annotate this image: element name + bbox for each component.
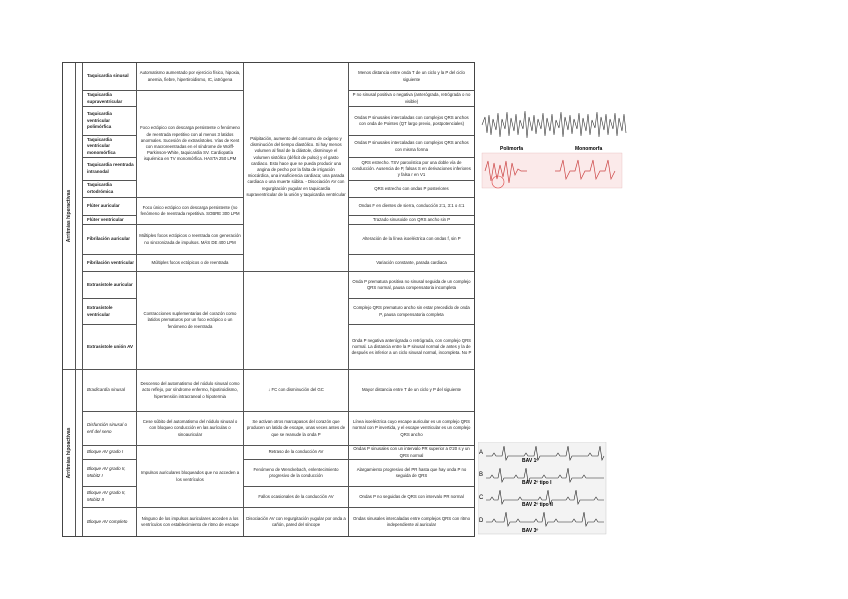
row-ecg: Ondas P sinusales intercaladas con complejos QRS anchos con onda de Pointes (QT largo previo, postpotenciales): [349, 107, 474, 136]
av-label: BAV 3º: [522, 528, 539, 534]
label-monomorfa: Monomorfa: [575, 146, 603, 152]
row-name: Bloque AV grado I: [83, 446, 137, 460]
row-ecg: P no sinusal positiva o negativa (anterógrada, retrógrada o no visible): [349, 91, 474, 107]
row-name: Fibrilación auricular: [83, 225, 137, 255]
row-ecg: QRS estrecho. TSV paroxística por una doble vía de conducción. Ausencia de P, falsas S en derivaciones inferiores y falsa r en V1: [349, 158, 474, 181]
row-ecg: Alteración de la línea isoeléctrica con ondas f, sin P: [349, 225, 474, 255]
row-ecg: Variación constante, parada cardiaca: [349, 255, 474, 272]
av-label: BAV 1º: [522, 458, 539, 464]
row-ecg: Mayor distancia entre T de un ciclo y P del siguiente: [349, 370, 474, 412]
row-sym: Disociación AV con regurgitación yugular por onda a cañón, pared del síncope: [244, 508, 349, 536]
merged-cause-av: Impulsos auriculares bloqueados que no acceden a los ventrículos: [137, 446, 244, 508]
merged-cause-extra: Contracciones suplementarias del corazón como latidos prematuros por un foco ectópico o un fenómeno de reentrada: [137, 272, 244, 370]
row-sym: ↓ FC con disminución del GC: [244, 370, 349, 412]
row-ecg: Onda P prematura positiva no sinusal seguida de un complejo QRS normal, pausa compensatoria incompleta: [349, 272, 474, 299]
row-name: Bloque AV grado II, Mobitz I: [83, 460, 137, 487]
row-ecg: Onda P negativa anterógrada o retrógrada, con complejo QRS normal. La distancia entre la P sinusal normal de antes y la de después es inferior a un ciclo sinusal normal, incompleta. No P: [349, 325, 474, 370]
row-cause: Ninguno de los impulsos auriculares acceden a los ventrículos con establecimiento de ritmo de escape: [137, 508, 244, 536]
row-name: Taquicardia supraventricular: [83, 91, 137, 107]
row-ecg: Ondas F en dientes de sierra, conducción 2:1, 3:1 o 4:1: [349, 198, 474, 216]
row-cause: Cese súbito del automatismo del nódulo sinusal o con bloqueo conducción en las aurículas o sinoauricular: [137, 412, 244, 446]
ecg-grid: [482, 153, 622, 188]
empty-symptoms: [244, 272, 349, 370]
ecg-trace-top: [482, 111, 626, 138]
av-label: BAV 2º tipo I: [522, 480, 552, 486]
row-name: Bradicardia sinusal: [83, 370, 137, 412]
row-cause: Foco único ectópico con descarga persistente (no fenómeno de reentrada repetitiva. SOBRE 300 LPM: [137, 198, 244, 225]
row-name: Taquicardia reentrada intranodal: [83, 158, 137, 181]
av-block-figure: [478, 442, 608, 536]
row-name: Taquicardia ortodrómica: [83, 181, 137, 198]
av-letter: A: [479, 450, 484, 456]
row-name: Fibrilación ventricular: [83, 255, 137, 272]
row-name: Extrasístole ventricular: [83, 299, 137, 325]
row-sym: Fallos ocasionales de la conducción AV: [244, 487, 349, 508]
row-name: Flúter ventricular: [83, 216, 137, 225]
row-name: Extrasístole unión AV: [83, 325, 137, 370]
row-ecg: Menos distancia entre onda T de un ciclo y la P del ciclo siguiente: [349, 63, 474, 91]
row-cause: Múltiples focos ectópicos o reentrada con generación no sincronizada de impulsos. MÁS DE 400 LPM: [137, 225, 244, 255]
arrhythmia-table: [62, 62, 475, 537]
row-ecg: Línea isoeléctrica cuyo escape auricular es un complejo QRS normal con P invertida, y el escape ventricular es un complejo QRS ancho: [349, 412, 474, 446]
row-sym: Retraso de la conducción AV: [244, 446, 349, 460]
row-name: Extrasístole auricular: [83, 272, 137, 299]
row-name: Bloque AV grado II, Mobitz II: [83, 487, 137, 508]
av-label: BAV 2º tipo II: [522, 502, 553, 508]
row-ecg: Ondas P sinusales con un intervalo PR superior a 0'20 s y un QRS normal: [349, 446, 474, 460]
row-name: Taquicardia ventricular polimórfica: [83, 107, 137, 136]
row-ecg: Ondas P sinusales intercaladas con complejos QRS anchos con misma forma: [349, 136, 474, 158]
row-sym: Fenómeno de Wenckebach, enlentecimiento progresivo de la conducción: [244, 460, 349, 487]
row-name: Flúter auricular: [83, 198, 137, 216]
spacer: [76, 63, 83, 370]
row-name: Taquicardia ventricular monomórfica: [83, 136, 137, 158]
row-ecg: Trazado sinusoide con QRS ancho sin P: [349, 216, 474, 225]
row-ecg: QRS estrecho con ondas P posteriores: [349, 181, 474, 198]
spacer: [76, 370, 83, 536]
row-ecg: Ondas sinusales intercaladas entre complejos QRS con ritmo independiente al auricular: [352, 515, 471, 527]
row-cause: Automatismo aumentado por ejercicio físico, hipoxia, anemia, fiebre, hipertiroidismo, IC, iatrógena: [137, 63, 244, 91]
row-ecg: Alargamiento progresivo del PR hasta que hay onda P no seguida de QRS: [349, 460, 474, 487]
av-letter: C: [479, 495, 484, 501]
row-name: Taquicardia sinusal: [83, 63, 137, 91]
merged-symptoms: Palpitación, aumento del consumo de oxígeno y disminución del tiempo diastólico. Si hay menos volumen al final de la diástole, disminuye el volumen sistólico (déficit de pulso) y el gasto cardiaco. Esto hace que se pueda producir una angina de pecho por la falta de irrigación miocárdica, una insuficiencia cardiaca; una parada cardiaca o una muerte súbita. - Disociación AV con regurgitación yugular en taquicardia supraventricular de la unión y taquicardia ventricular: [244, 63, 349, 272]
row-cause: Múltiples focos ectópicos o de reentrada: [137, 255, 244, 272]
row-name: Disfunción sinusal o enf del seno: [83, 412, 137, 446]
row-name: Bloque AV completo: [83, 508, 137, 536]
row-sym: Se activan otros marcapasos del corazón que producen un latido de escape, unas veces antes de que se reanude la onda P: [244, 412, 349, 446]
group-label-hipoactivas: Arritmias hipoactivas: [63, 370, 76, 536]
tachycardia-ecg-figure: [480, 105, 630, 190]
group-label-hiperactivas: Arritmias hiperactivas: [63, 63, 76, 370]
row-ecg: Ondas P no seguidas de QRS con intervalo PR normal: [349, 487, 474, 508]
row-ecg: Complejo QRS prematuro ancho sin estar precedido de onda P, pausa compensatoria completa: [349, 299, 474, 325]
av-letter: D: [479, 518, 484, 524]
label-polimorfa: Polimorfa: [500, 146, 524, 152]
merged-cause-tachy: Foco ectópico con descarga persistente o fenómeno de reentrada repetitivo con al menos 3 latidos anormales. Sucesión de extrasístoles. Vías de Kent con macroreentradas en el síndrome de Wolff-Parkinson-White, taquicardia SV. Cardiopatía isquémica en TV monomórfica. HASTA 250 LPM: [137, 91, 244, 198]
row-cause: Descenso del automatismo del nódulo sinusal como acto reflejo, por síndrome enfermo, hipotiroidismo, hipertensión intracraneal o hipotermia: [137, 370, 244, 412]
av-letter: B: [479, 472, 484, 478]
